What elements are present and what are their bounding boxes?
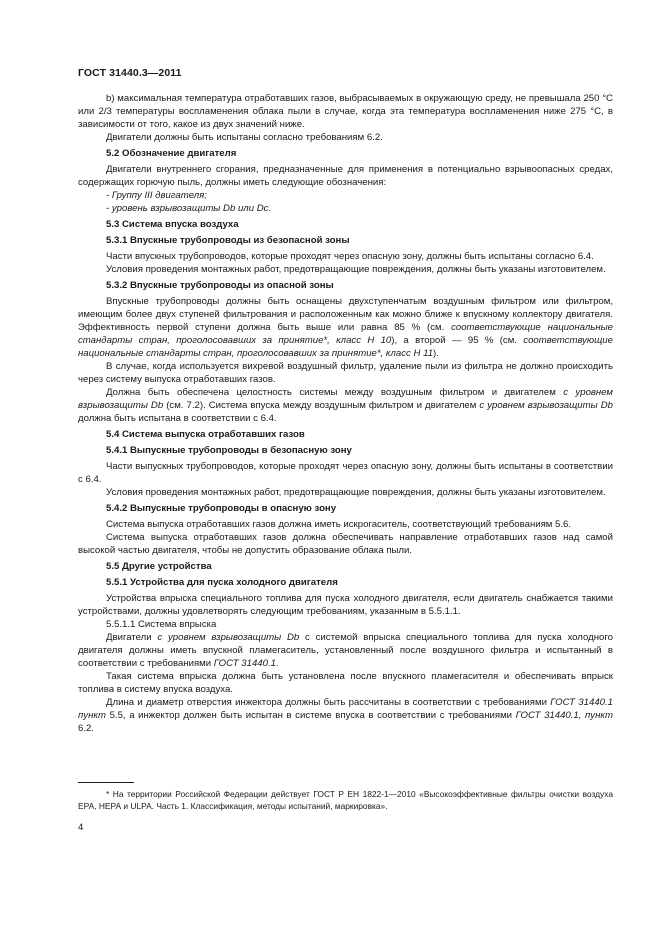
paragraph: Система выпуска отработавших газов должна обеспечивать направление отработавших газов над самой высокой частью двигателя, чтобы не допустить образование облака пыли. <box>78 532 613 556</box>
italic-span: соответствующие национальные стандарты стран, проголосовавших за принятие*, класс Н 10 <box>78 322 613 346</box>
list-item: - Группу III двигателя; <box>106 190 207 201</box>
paragraph: Система выпуска отработавших газов должна иметь искрогаситель, соответствующий требованиям 5.6. <box>106 519 572 530</box>
section-heading-5-5-1: 5.5.1 Устройства для пуска холодного двигателя <box>106 577 338 588</box>
italic-span: с уровнем взрывозащиты Db <box>157 632 300 643</box>
paragraph <box>78 295 613 360</box>
paragraph: Устройства впрыска специального топлива для пуска холодного двигателя, если двигатель снабжается такими устройствами, должны удовлетворять следующим требованиям, указанным в 5.5.1.1. <box>78 593 613 617</box>
paragraph: В случае, когда используется вихревой воздушный фильтр, удаление пыли из фильтра не должно происходить через систему выпуска отработавших газов. <box>78 361 613 385</box>
italic-span: соответствующие национальные стандарты стран, проголосовавших за принятие*, класс Н 11 <box>78 335 613 359</box>
paragraph: Части выпускных трубопроводов, которые проходят через опасную зону, должны быть испытаны в соответствии с 6.4. <box>78 461 613 485</box>
text-span: Должна быть обеспечена целостность системы между воздушным фильтром и двигателем <box>106 387 564 398</box>
section-heading-5-5: 5.5 Другие устройства <box>106 561 212 572</box>
paragraph <box>78 631 613 670</box>
text-span: 6.2. <box>78 723 95 734</box>
section-heading-5-3-1: 5.3.1 Впускные трубопроводы из безопасной зоны <box>106 235 350 246</box>
paragraph: Двигатели должны быть испытаны согласно требованиям 6.2. <box>106 132 383 143</box>
text-span: . <box>275 658 279 669</box>
document-body <box>78 92 613 735</box>
italic-span: с уровнем взрывозащиты Db <box>78 387 613 411</box>
text-span: Двигатели <box>106 632 158 643</box>
text-span: 5.5, а инжектор должен быть испытан в системе впуска в соответствии с требованиями <box>106 710 516 721</box>
section-heading-5-3: 5.3 Система впуска воздуха <box>106 219 239 230</box>
italic-span: с уровнем взрывозащиты Db <box>479 400 613 411</box>
section-heading-5-4-1: 5.4.1 Выпускные трубопроводы в безопасную зону <box>106 445 352 456</box>
section-heading-5-2: 5.2 Обозначение двигателя <box>106 148 237 159</box>
list-item: - уровень взрывозащиты Db или Dc. <box>106 203 272 214</box>
text-span: Длина и диаметр отверстия инжектора должны быть рассчитаны в соответствии с требованиями <box>106 697 551 708</box>
italic-span: ГОСТ 31440.1 пункт <box>78 697 613 721</box>
paragraph: Двигатели внутреннего сгорания, предназначенные для применения в потенциально взрывоопасных средах, содержащих горючую пыль, должны иметь следующие обозначения: <box>78 164 613 188</box>
text-span: (см. 7.2). Система впуска между воздушным фильтром и двигателем <box>163 400 480 411</box>
section-heading-5-4: 5.4 Система выпуска отработавших газов <box>106 429 305 440</box>
paragraph <box>78 696 613 735</box>
paragraph: Части впускных трубопроводов, которые проходят через опасную зону, должны быть испытаны согласно 6.4. <box>106 251 594 262</box>
paragraph <box>78 386 613 425</box>
section-heading-5-4-2: 5.4.2 Выпускные трубопроводы в опасную зону <box>106 503 337 514</box>
subsection-heading-5-5-1-1: 5.5.1.1 Система впрыска <box>106 619 217 630</box>
text-span: с системой впрыска специального топлива для пуска холодного двигателя должны иметь впускной пламегаситель, установленный после воздушного фильтра и испытанный в соответствии с требованиями <box>78 632 613 669</box>
text-span: ), а второй — 95 % (см. <box>391 335 524 346</box>
footnote-divider <box>78 782 134 783</box>
text-span: должна быть испытана в соответствии с 6.4. <box>78 413 277 424</box>
section-heading-5-3-2: 5.3.2 Впускные трубопроводы из опасной зоны <box>106 280 334 291</box>
paragraph: Такая система впрыска должна быть установлена после впускного пламегасителя и обеспечивать впрыск топлива в систему впуска воздуха. <box>78 671 613 695</box>
page-number: 4 <box>78 822 84 833</box>
italic-span: ГОСТ 31440.1 <box>213 658 276 669</box>
text-span: ). <box>433 348 439 359</box>
paragraph: Условия проведения монтажных работ, предотвращающие повреждения, должны быть указаны изготовителем. <box>106 264 606 275</box>
paragraph: b) максимальная температура отработавших газов, выбрасываемых в окружающую среду, не превышала 250 °С или 2/3 температуры воспламенения облака пыли в случае, когда эта температура воспламенения ниже 275 °С, в зависимости от того, какое из двух значений ниже. <box>78 93 613 130</box>
footnote: * На территории Российской Федерации действует ГОСТ Р ЕН 1822-1—2010 «Высокоэффективные фильтры очистки воздуха ЕРА, НЕРА и ULPA. Часть 1. Классификация, методы испытаний, маркировка». <box>78 789 613 811</box>
paragraph: Условия проведения монтажных работ, предотвращающие повреждения, должны быть указаны изготовителем. <box>106 487 606 498</box>
document-header: ГОСТ 31440.3—2011 <box>78 67 182 79</box>
italic-span: ГОСТ 31440.1, пункт <box>515 710 613 721</box>
text-span: Впускные трубопроводы должны быть оснащены двухступенчатым воздушным фильтром или фильтром, имеющим более двух ступеней фильтрования и расположенным как можно ближе к впускному коллектору двигателя. Эффективность первой ступени должна быть выше или равна 85 % (см. <box>78 296 613 333</box>
